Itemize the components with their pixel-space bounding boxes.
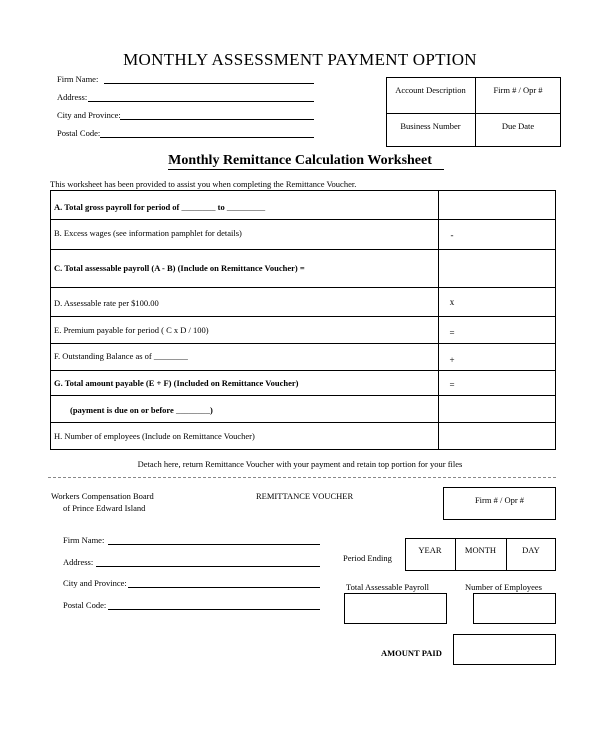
due-date-label: Due Date xyxy=(501,121,535,131)
postal-code-label: Postal Code: xyxy=(57,128,101,138)
address-line[interactable] xyxy=(88,101,314,102)
business-number-label: Business Number xyxy=(400,121,461,131)
postal-code-line[interactable] xyxy=(100,137,314,138)
page-title: MONTHLY ASSESSMENT PAYMENT OPTION xyxy=(123,50,477,69)
amount-paid-box[interactable] xyxy=(453,634,556,665)
account-description-label: Account Description xyxy=(395,85,466,95)
voucher-city-province-line[interactable] xyxy=(128,587,320,588)
row-f-label: F. Outstanding Balance as of ________ xyxy=(54,351,188,361)
row-divider xyxy=(50,343,556,344)
row-a-label: A. Total gross payroll for period of ________ to _________ xyxy=(54,202,266,212)
row-e-label: E. Premium payable for period ( C x D / 100) xyxy=(54,325,209,335)
voucher-firm-name-label: Firm Name: xyxy=(63,535,105,545)
account-box-divider-h xyxy=(386,113,561,114)
row-divider xyxy=(50,287,556,288)
worksheet-intro: This worksheet has been provided to assist you when completing the Remittance Voucher. xyxy=(50,179,357,189)
payment-due-label: (payment is due on or before ________) xyxy=(70,405,213,415)
address-label: Address: xyxy=(57,92,88,102)
day-field[interactable]: DAY xyxy=(522,545,540,555)
detach-line xyxy=(48,477,556,478)
city-province-label: City and Province: xyxy=(57,110,121,120)
detach-note: Detach here, return Remittance Voucher with your payment and retain top portion for your files xyxy=(137,459,463,469)
row-divider xyxy=(50,316,556,317)
voucher-firm-opr-label: Firm # / Opr # xyxy=(474,495,525,505)
worksheet-title-underline xyxy=(168,169,444,170)
row-divider xyxy=(50,395,556,396)
worksheet-title: Monthly Remittance Calculation Worksheet xyxy=(168,153,432,168)
period-ending-label: Period Ending xyxy=(343,553,392,563)
voucher-org-line1: Workers Compensation Board xyxy=(51,491,154,501)
firm-opr-label: Firm # / Opr # xyxy=(493,85,543,95)
row-b-label: B. Excess wages (see information pamphlet for details) xyxy=(54,228,242,238)
year-field[interactable]: YEAR xyxy=(418,545,442,555)
voucher-org-line2: of Prince Edward Island xyxy=(63,503,146,513)
voucher-firm-name-line[interactable] xyxy=(108,544,320,545)
total-payroll-box[interactable] xyxy=(344,593,447,624)
row-divider xyxy=(50,370,556,371)
row-d-label: D. Assessable rate per $100.00 xyxy=(54,298,159,308)
row-e-operator: = xyxy=(449,328,455,338)
row-d-operator: x xyxy=(449,297,455,307)
row-f-operator: + xyxy=(449,355,455,365)
voucher-postal-code-line[interactable] xyxy=(108,609,320,610)
row-c-label: C. Total assessable payroll (A - B) (Include on Remittance Voucher) = xyxy=(54,263,305,273)
voucher-address-label: Address: xyxy=(63,557,94,567)
voucher-address-line[interactable] xyxy=(96,566,320,567)
voucher-title: REMITTANCE VOUCHER xyxy=(256,491,354,501)
firm-name-line[interactable] xyxy=(104,83,314,84)
row-h-label: H. Number of employees (Include on Remittance Voucher) xyxy=(54,431,255,441)
row-divider xyxy=(50,219,556,220)
row-b-operator: - xyxy=(450,230,454,240)
row-g-label: G. Total amount payable (E + F) (Included on Remittance Voucher) xyxy=(54,378,299,388)
city-province-line[interactable] xyxy=(120,119,314,120)
firm-name-label: Firm Name: xyxy=(57,74,99,84)
total-payroll-label: Total Assessable Payroll xyxy=(346,582,429,592)
num-employees-label: Number of Employees xyxy=(465,582,542,592)
voucher-city-province-label: City and Province: xyxy=(63,578,127,588)
row-g-operator: = xyxy=(449,380,455,390)
num-employees-box[interactable] xyxy=(473,593,556,624)
row-divider xyxy=(50,249,556,250)
row-divider xyxy=(50,422,556,423)
voucher-postal-code-label: Postal Code: xyxy=(63,600,107,610)
month-field[interactable]: MONTH xyxy=(464,545,497,555)
amount-paid-label: AMOUNT PAID xyxy=(381,648,442,658)
